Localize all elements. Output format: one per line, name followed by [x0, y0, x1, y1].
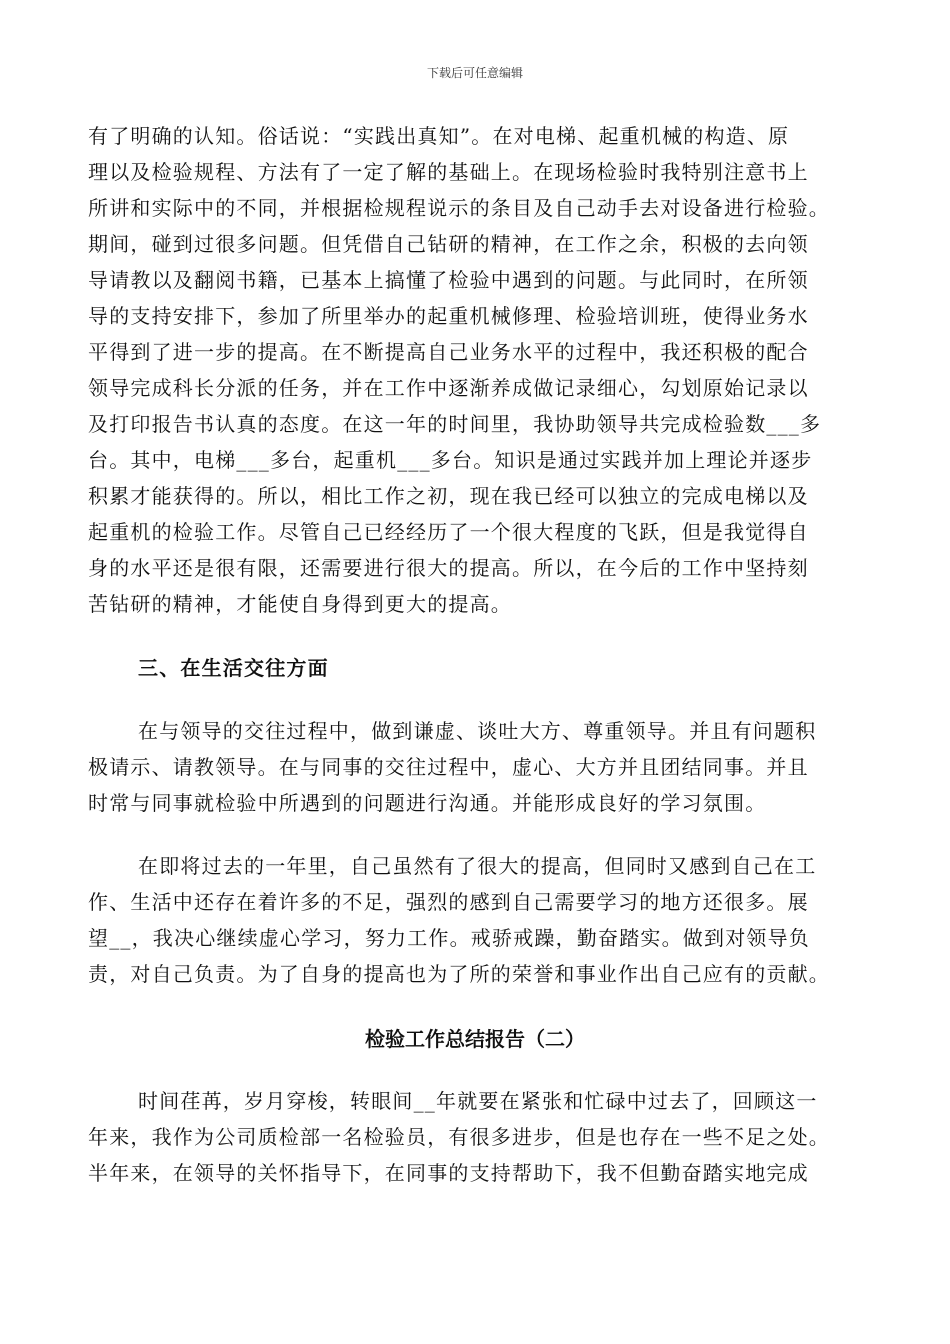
para3-line-4: 责，对自己负责。为了自身的提高也为了所的荣誉和事业作出自己应有的贡献。 [88, 962, 830, 986]
para1-line-1: 有了明确的认知。俗话说：“实践出真知”。在对电梯、起重机械的构造、原 [88, 124, 790, 148]
para1-line-13: 身的水平还是很有限，还需要进行很大的提高。所以，在今后的工作中坚持刻 [88, 556, 809, 580]
section3-heading: 三、在生活交往方面 [138, 656, 329, 680]
para1-line-12: 起重机的检验工作。尽管自己已经经历了一个很大程度的飞跃，但是我觉得自 [88, 520, 809, 544]
para2-line-1: 在与领导的交往过程中，做到谦虚、谈吐大方、尊重领导。并且有问题积 [138, 719, 817, 743]
para4-line-3: 半年来，在领导的关怀指导下，在同事的支持帮助下，我不但勤奋踏实地完成 [88, 1161, 809, 1185]
para3-line-1: 在即将过去的一年里，自己虽然有了很大的提高，但同时又感到自己在工 [138, 854, 817, 878]
para4-line-1: 时间荏苒，岁月穿梭，转眼间__年就要在紧张和忙碌中过去了，回顾这一 [138, 1089, 818, 1113]
para1-line-6: 导的支持安排下，参加了所里举办的起重机械修理、检验培训班，使得业务水 [88, 304, 809, 328]
para1-line-5: 导请教以及翻阅书籍，已基本上搞懂了检验中遇到的问题。与此同时，在所领 [88, 268, 809, 292]
report2-title: 检验工作总结报告（二） [365, 1027, 585, 1051]
para1-line-8: 领导完成科长分派的任务，并在工作中逐渐养成做记录细心，勾划原始记录以 [88, 376, 809, 400]
para3-line-2: 作、生活中还存在着许多的不足，强烈的感到自己需要学习的地方还很多。展 [88, 890, 809, 914]
para1-line-10: 台。其中，电梯___多台，起重机___多台。知识是通过实践并加上理论并逐步 [88, 448, 813, 472]
para1-line-11: 积累才能获得的。所以，相比工作之初，现在我已经可以独立的完成电梯以及 [88, 484, 809, 508]
para1-line-7: 平得到了进一步的提高。在不断提高自己业务水平的过程中，我还积极的配合 [88, 340, 809, 364]
para2-line-3: 时常与同事就检验中所遇到的问题进行沟通。并能形成良好的学习氛围。 [88, 791, 767, 815]
para2-line-2: 极请示、请教领导。在与同事的交往过程中，虚心、大方并且团结同事。并且 [88, 755, 809, 779]
para1-line-14: 苦钻研的精神，才能使自身得到更大的提高。 [88, 592, 512, 616]
para1-line-2: 理以及检验规程、方法有了一定了解的基础上。在现场检验时我特别注意书上 [88, 160, 809, 184]
para1-line-9: 及打印报告书认真的态度。在这一年的时间里，我协助领导共完成检验数___多 [88, 412, 822, 436]
para1-line-3: 所讲和实际中的不同，并根据检规程说示的条目及自己动手去对设备进行检验。 [88, 196, 830, 220]
para1-line-4: 期间，碰到过很多问题。但凭借自己钻研的精神，在工作之余，积极的去向领 [88, 232, 809, 256]
page-header: 下载后可任意编辑 [426, 66, 523, 80]
para3-line-3: 望__，我决心继续虚心学习，努力工作。戒骄戒躁，勤奋踏实。做到对领导负 [88, 926, 810, 950]
para4-line-2: 年来，我作为公司质检部一名检验员，有很多进步，但是也存在一些不足之处。 [88, 1125, 830, 1149]
